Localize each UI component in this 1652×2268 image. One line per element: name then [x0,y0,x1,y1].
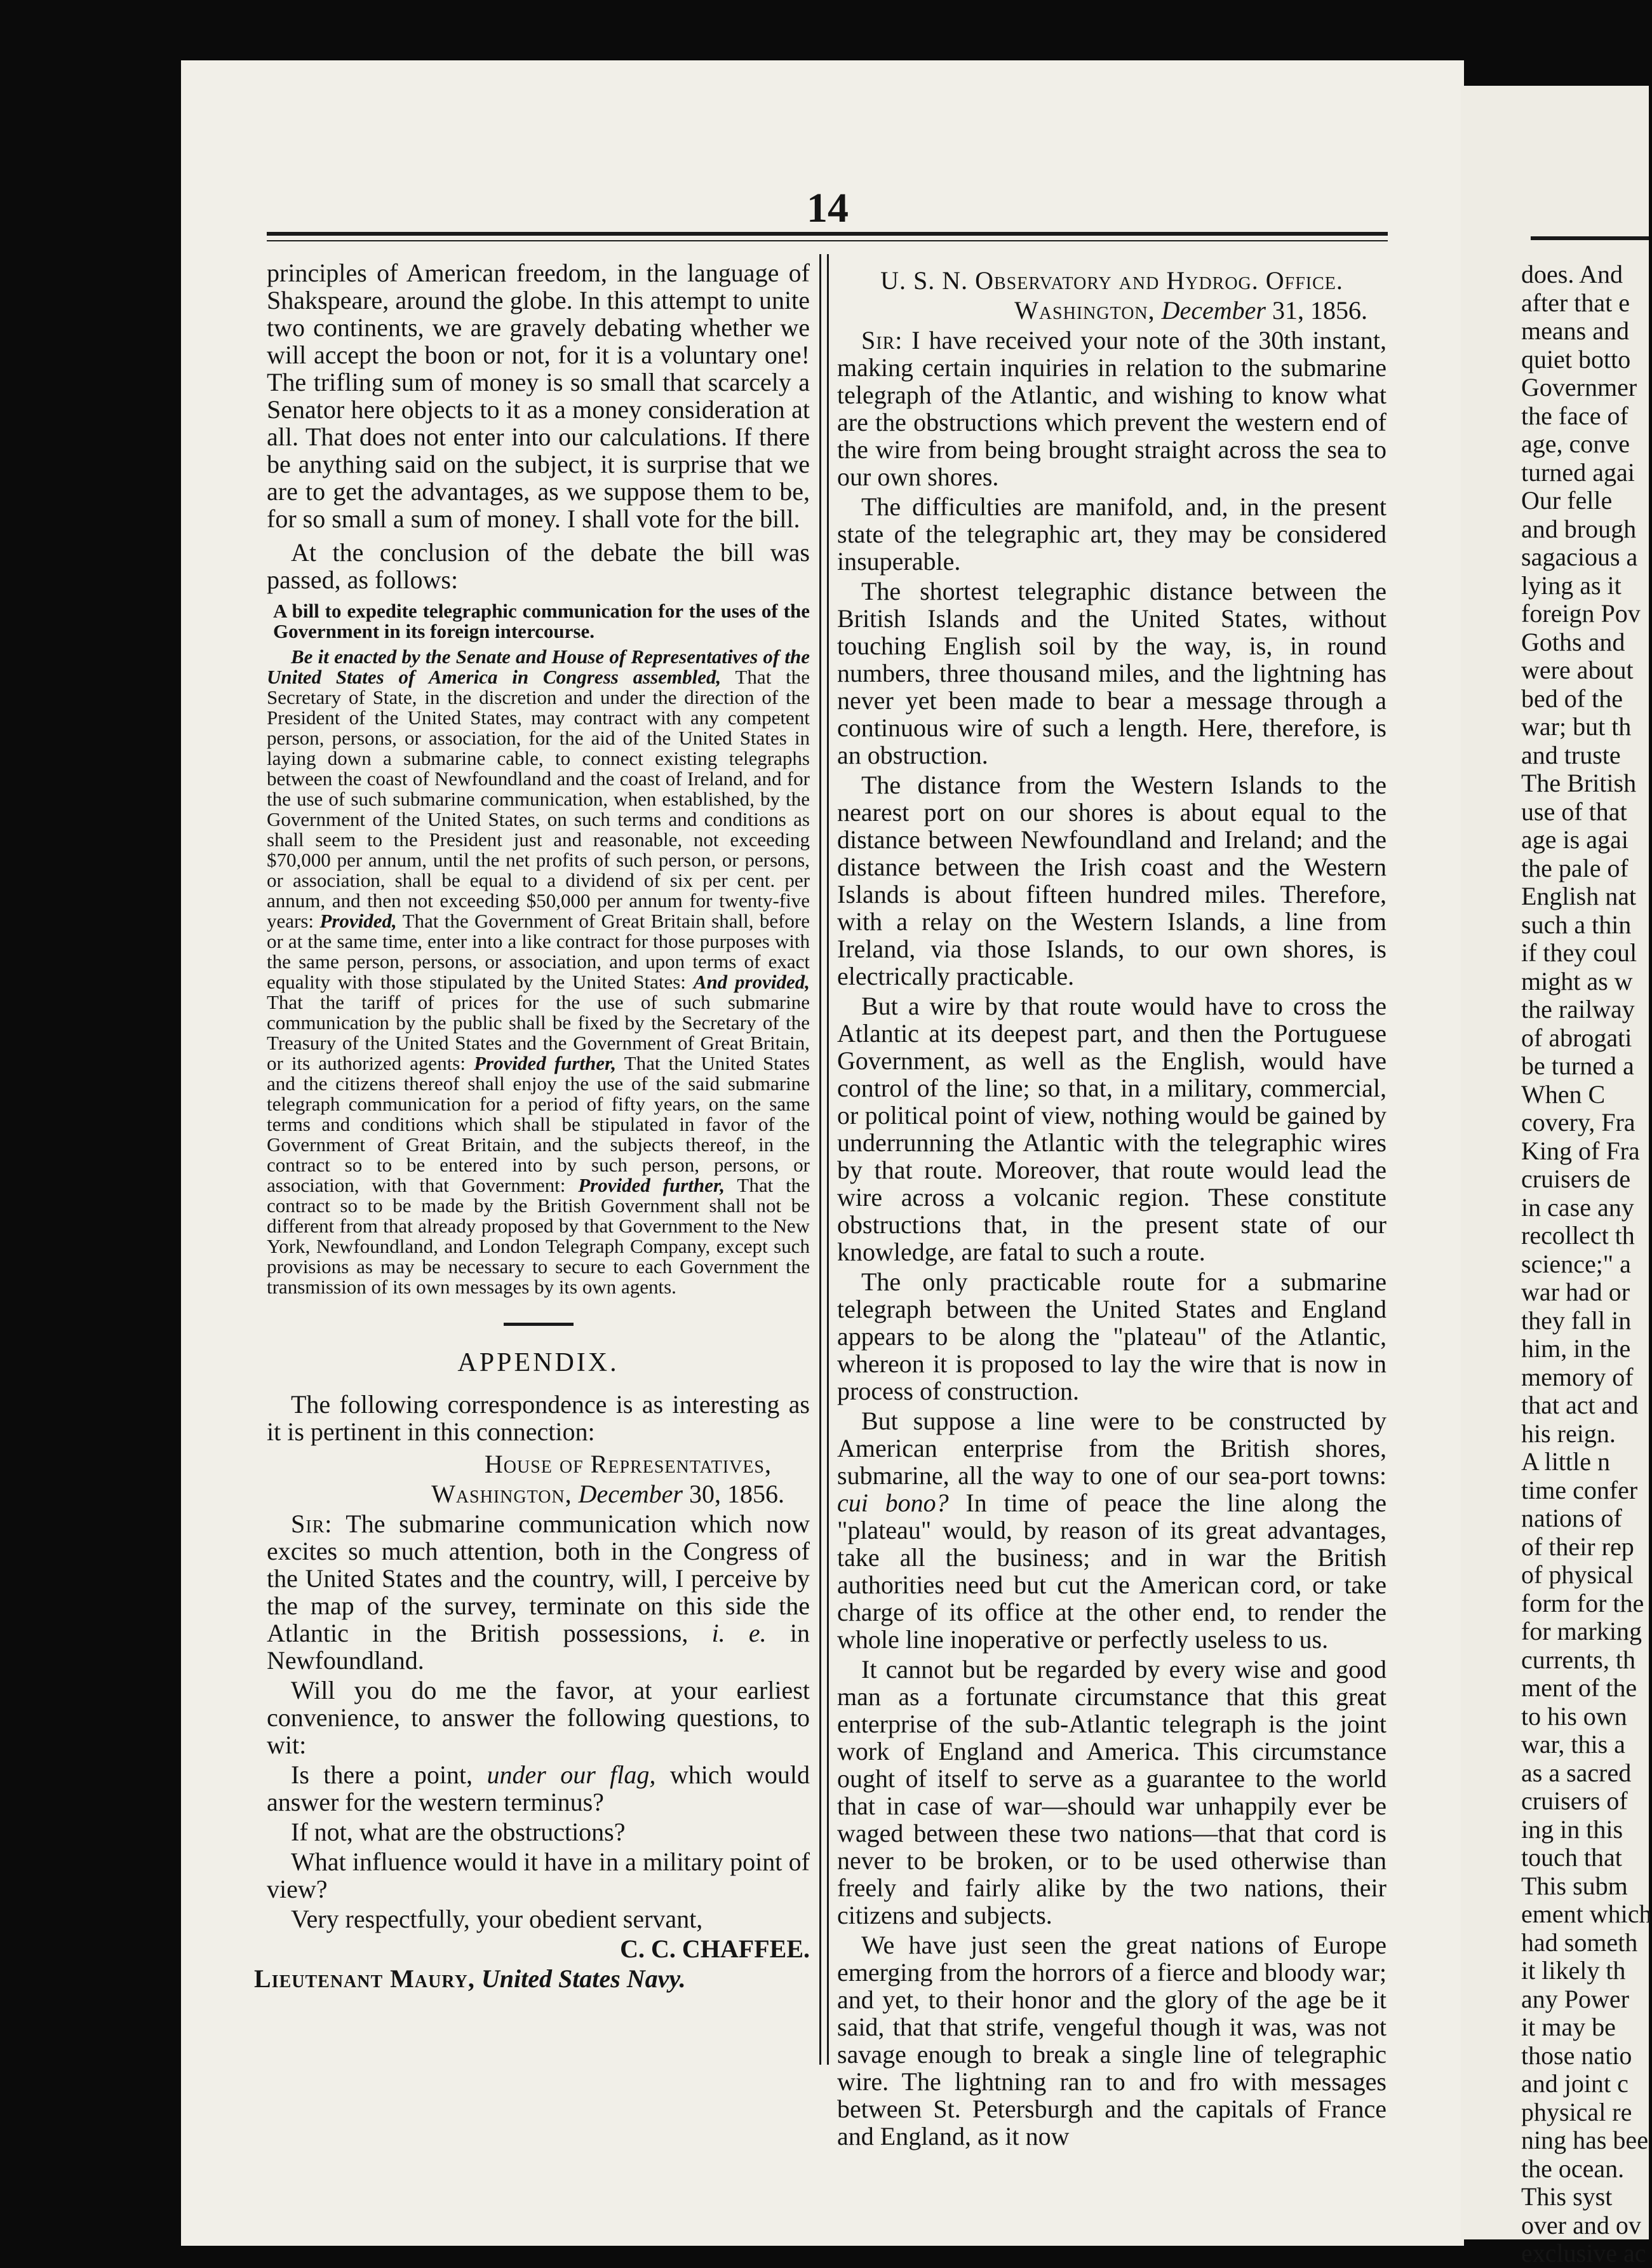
reply-heading-month: December [1161,296,1266,325]
letter-addressee-service: United States Navy. [481,1964,686,1993]
next-page-line: currents, th [1521,1645,1635,1674]
next-page-line: of physical [1521,1560,1634,1589]
next-page-line: for marking [1521,1617,1642,1645]
reply-heading-place: Washington, [1014,296,1155,325]
bill-proviso-4: Provided further, [578,1174,725,1196]
column-divider-2 [827,254,829,2065]
bill-section-5: That the contract so to be made by the British Government shall not be different from that already proposed by that Government to the New York, Newfoundland, and London Telegraph Company, except such provisions as may be necessary to secure to each Government the transmission of its own messages by its own agents. [267,1174,810,1298]
next-page-line: Governmer [1521,373,1637,402]
letter-heading-house: House of Representatives, [484,1450,772,1478]
conclusion-paragraph: At the conclusion of the debate the bill was passed, as follows: [267,538,810,594]
bill-text [267,647,810,1297]
reply-paragraph-1-text: I have received your note of the 30th instant, making certain inquiries in relation to the submarine telegraph of the Atlantic, and wishing to know what are the obstructions which prevent the western end of the wire from being brought straight across the sea to our own shores. [837,326,1387,491]
next-page-line: over and ov [1521,2210,1641,2239]
next-page-line: that act and [1521,1391,1639,1419]
reply-paragraph-7-cui-bono: cui bono? [837,1488,949,1517]
reply-paragraph-7-start: But suppose a line were to be constructed by American enterprise from the British shores, submarine, all the way to one of our sea-port towns: [837,1407,1387,1490]
next-page-line: his reign. [1521,1419,1616,1448]
bill-proviso-1: Provided, [319,910,397,932]
reply-paragraph-3: The shortest telegraphic distance between the British Islands and the United States, without touching English soil by the way, is, in round numbers, three thousand miles, and the lightning has never yet been made to bear a message through a continuous wire of such a length. Here, therefore, is an obstruction. [837,577,1387,769]
next-page-line: had someth [1521,1927,1638,1957]
next-page-line: and joint c [1521,2069,1628,2098]
next-page-line: the ocean. [1521,2154,1625,2183]
next-page-line: they fall in [1521,1306,1632,1335]
reply-paragraph-1 [837,327,1387,490]
next-page-line: sagacious a [1521,543,1638,571]
next-page-line: foreign Pov [1521,599,1641,628]
next-page-line: of their rep [1521,1532,1634,1561]
next-page-line: turned agai [1521,457,1635,487]
next-page-line: Goths and [1521,627,1625,656]
reply-paragraph-4: The distance from the Western Islands to the nearest port on our shores is about equal to the distance between Newfoundland and Ireland; and the distance between the Irish coast and the Western Islands is about fifteen hundred miles. Therefore, with a relay on the Western Islands, a line from Ireland, via those Islands, to our own shores, is electrically practicable. [837,771,1387,990]
next-page-line: of abrogati [1521,1023,1632,1052]
bill-proviso-2: And provided, [693,971,810,993]
next-page-line: those natio [1521,2041,1632,2070]
next-page-line: after that e [1521,288,1630,317]
next-page-line: memory of [1521,1362,1634,1391]
bill-section-3: That the tariff of prices for the use of such submarine communication by the public shall be fixed by the Secretary of the Treasury of the United States and the Government of Great Britain, or its authorized agents: [267,991,810,1074]
header-rule-thin [267,240,1388,241]
next-page-line: A little n [1521,1447,1610,1476]
next-page-line: time confer [1521,1475,1638,1504]
reply-salutation: Sir: [861,326,903,354]
next-page-line: exclusive ac [1521,2239,1646,2267]
reply-paragraph-7-end: In time of peace the line along the "plateau" would, by reason of its great advantages, take all the business; and in war the British authorities need but cut the American cord, or take charge of its office at the other end, to render the whole line inoperative or perfectly useless to us. [837,1488,1387,1654]
reply-paragraph-9: We have just seen the great nations of Europe emerging from the horrors of a fierce and bloody war; and yet, to their honor and the glory of the age be it said, that that strife, vengeful though it was, was not savage enough to break a single line of telegraphic wire. The lightning ran to and fro with messages between St. Petersburgh and the capitals of France and England, as it now [837,1931,1387,2150]
letter-heading-place: Washington, [431,1480,572,1508]
next-page-line: recollect th [1521,1221,1635,1250]
next-page-line: quiet botto [1521,344,1631,374]
document-page-next [1461,86,1652,2267]
next-page-line: covery, Fra [1521,1108,1635,1137]
next-page-line: it likely th [1521,1956,1626,1985]
next-page-line: The British [1521,769,1637,797]
letter-addressee [254,1965,810,1992]
letter-question-3: What influence would it have in a military point of view? [267,1847,810,1903]
next-page-line: nations of [1521,1504,1622,1532]
next-page-line: This syst [1521,2182,1613,2211]
appendix-intro: The following correspondence is as interesting as it is pertinent in this connection: [267,1390,810,1446]
next-page-line: and truste [1521,740,1621,769]
next-page-line: physical re [1521,2097,1632,2126]
next-page-line: it may be [1521,2013,1616,2041]
reply-paragraph-2: The difficulties are manifold, and, in the present state of the telegraphic art, they may be considered insuperable. [837,492,1387,576]
next-page-line: English nat [1521,882,1637,910]
next-page-line: any Power [1521,1984,1629,2013]
next-page-line: bed of the [1521,684,1623,713]
letter-paragraph-1 [267,1510,810,1674]
letter-heading-month: December [578,1480,683,1508]
next-page-line: to his own [1521,1701,1627,1731]
letter-addressee-name: Lieutenant Maury, [254,1964,475,1993]
next-page-line: form for the [1521,1588,1644,1617]
next-page-line: cruisers de [1521,1164,1631,1193]
next-page-line: age is agai [1521,825,1628,854]
next-page-line: This subm [1521,1871,1628,1900]
next-page-line: the pale of [1521,853,1628,882]
reply-heading-office: U. S. N. Observatory and Hydrog. Office. [880,266,1343,295]
next-page-line: if they coul [1521,938,1637,967]
bill-section-4: That the United States and the citizens thereof shall enjoy the use of the said submarine telegraph communication for a period of fifty years, on the same terms and conditions which shall be stipulated in favor of the Government of Great Britain, and the subjects thereof, in the contract so to be entered into by such person, persons, or association, with that Government: [267,1052,810,1196]
letter-paragraph-1-ie: i. e. [711,1619,767,1647]
letter-question-1-end: which would answer for the western terminus? [267,1760,810,1816]
next-page-line: When C [1521,1079,1606,1109]
reply-paragraph-8: It cannot but be regarded by every wise and good man as a fortunate circumstance that this great enterprise of the sub-Atlantic telegraph is the joint work of England and America. This circumstance ought of itself to serve as a guarantee to the world that in case of war—should war unhappily ever be waged between these two nations—that that cord is never to be broken, or to be used otherwise than freely and fairly alike by the two nations, their citizens and subjects. [837,1655,1387,1929]
reply-paragraph-6: The only practicable route for a submarine telegraph between the United States and England appears to be along the "plateau" of the Atlantic, whereon it is proposed to lay the wire that is now in process of construction. [837,1267,1387,1405]
reply-paragraph-7 [837,1407,1387,1653]
letter-salutation: Sir: [291,1509,333,1538]
next-page-header-rule [1531,236,1649,240]
next-page-line: does. And [1521,260,1623,288]
right-column [837,267,1387,2152]
letter-heading-date [267,1480,784,1508]
reply-paragraph-5: But a wire by that route would have to cross the Atlantic at its deepest part, and then the Portuguese Government, as well as the English, would have control of the line; so that, in a military, commercial, or political point of view, nothing would be gained by underrunning the Atlantic with the telegraphic wires by that route. Moreover, that route would lead the wire across a volcanic region. These constitute obstructions that, in the present state of our knowledge, are fatal to such a route. [837,992,1387,1266]
letter-paragraph-1-text: The submarine communication which now excites so much attention, both in the Congress of the United States and the country, will, I perceive by the map of the survey, terminate on this side the Atlantic in the British possessions, [267,1509,810,1647]
next-page-line: war had or [1521,1278,1630,1306]
left-column [254,259,810,1995]
bill-title: A bill to expedite telegraphic communication for the uses of the Government in its foreign intercourse. [273,600,810,642]
opening-paragraph: principles of American freedom, in the language of Shakspeare, around the globe. In this attempt to unite two continents, we are gravely debating whether we will accept the boon or not, for it is a voluntary one! The trifling sum of money is so small that scarcely a Senator here objects to it as a money consideration at all. That does not enter into our calculations. If there be anything said on the subject, it is surprise that we are to get the advantages, as we suppose them to be, for so small a sum of money. I shall vote for the bill. [267,259,810,533]
section-divider [504,1323,574,1326]
next-page-line: King of Fra [1521,1136,1640,1165]
page-number: 14 [807,185,849,231]
next-page-line: the face of [1521,401,1628,430]
letter-paragraph-1-end: in Newfoundland. [267,1619,810,1675]
next-page-line: use of that [1521,797,1627,826]
next-page-line: lying as it [1521,570,1622,600]
next-page-line: age, conve [1521,429,1630,458]
letter-question-1 [267,1761,810,1816]
next-page-line: ment of the [1521,1673,1637,1702]
next-page-line: were about [1521,656,1634,684]
letter-question-2: If not, what are the obstructions? [291,1818,626,1846]
next-page-line: war, this a [1521,1730,1625,1758]
next-page-line: in case any [1521,1192,1634,1222]
next-page-line: as a sacred [1521,1758,1632,1787]
letter-paragraph-2: Will you do me the favor, at your earliest convenience, to answer the following questions, to wit: [267,1676,810,1759]
next-page-line: ing in this [1521,1814,1623,1844]
letter-question-1-flag: under our flag, [487,1760,656,1789]
bill-section-2: That the Government of Great Britain shall, before or at the same time, enter into a like contract for those purposes with the same person, persons, or association, and upon terms of exact equality with those stipulated by the United States: [267,910,810,993]
reply-heading-year: 31, 1856. [1272,296,1367,325]
letter-signature: C. C. CHAFFEE. [620,1934,810,1963]
letter-question-1-start: Is there a point, [291,1760,473,1789]
column-divider [819,254,821,2065]
next-page-line: the railway [1521,995,1635,1023]
reply-heading-date [837,297,1367,324]
next-page-line: and brough [1521,514,1637,543]
next-page-line: ning has bee [1521,2126,1648,2154]
bill-enacting-clause: Be it enacted by the Senate and House of Representatives of the United States of America in Congress assembled, [267,645,810,688]
bill-proviso-3: Provided further, [474,1052,617,1074]
next-page-line: science;" a [1521,1249,1631,1278]
next-page-line: him, in the [1521,1334,1631,1363]
next-page-line: might as w [1521,966,1633,996]
next-page-line: cruisers of [1521,1786,1628,1815]
next-page-line: Our felle [1521,486,1613,515]
next-page-line: be turned a [1521,1051,1634,1080]
header-rule-thick [267,232,1388,236]
appendix-title: APPENDIX. [457,1348,619,1377]
next-page-line: touch that [1521,1843,1622,1872]
next-page-line: means and [1521,316,1629,345]
next-page-line: such a thin [1521,910,1632,939]
next-page-fragment [1521,260,1652,2268]
next-page-line: ement which [1521,1900,1652,1928]
bill-section-1: That the Secretary of State, in the discretion and under the direction of the President of the United States, may contract with any competent person, persons, or association, for the aid of the United States in laying down a submarine cable, to connect existing telegraphs between the coast of Newfoundland and the coast of Ireland, and for the use of such submarine communication, when established, by the Government of the United States, on such terms and conditions as shall seem to the President just and reasonable, not exceeding $70,000 per annum, until the net profits of such person, or persons, or association, shall be equal to a dividend of six per cent. per annum, and then not exceeding $50,000 per annum for twenty-five years: [267,666,810,932]
next-page-line: war; but th [1521,712,1632,741]
letter-closing: Very respectfully, your obedient servant, [291,1905,703,1933]
letter-heading-year: 30, 1856. [689,1480,784,1508]
